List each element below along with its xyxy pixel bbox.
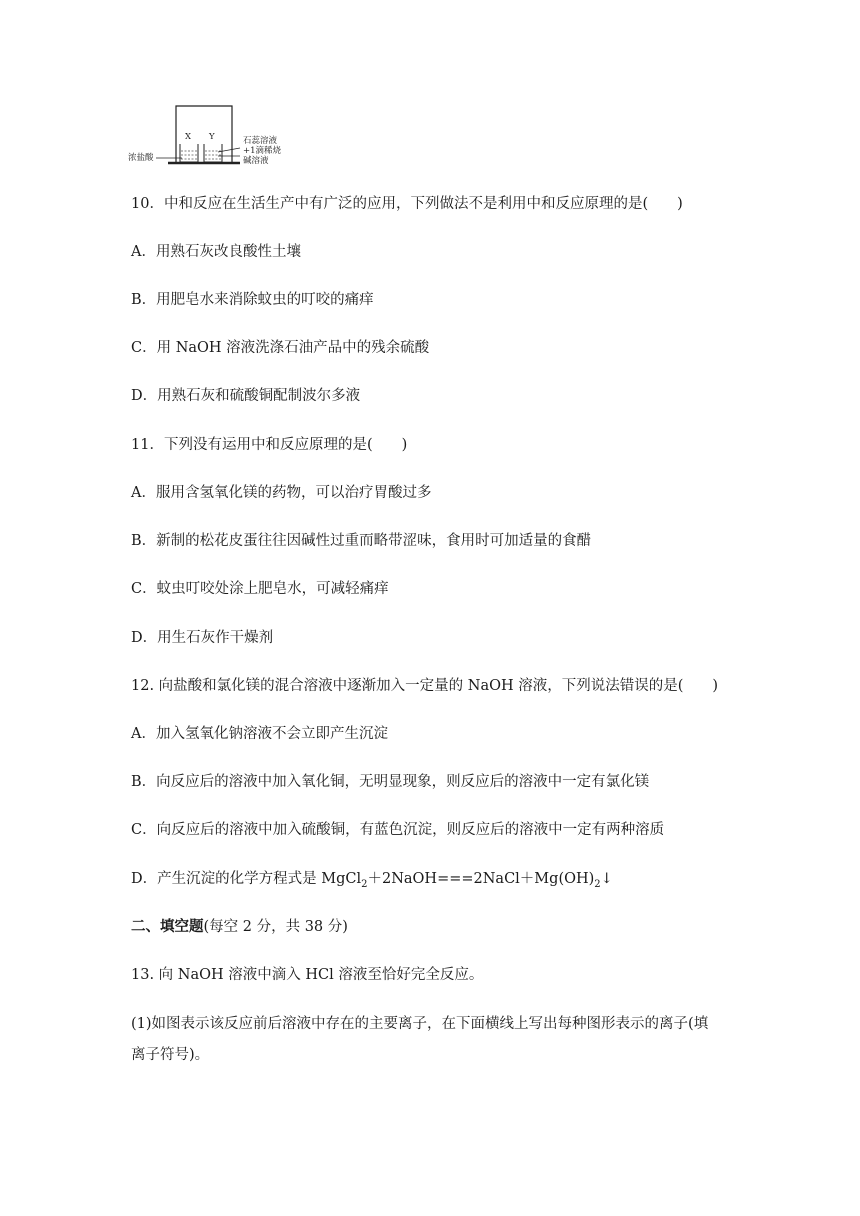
question-11-option-b: B．新制的松花皮蛋往往因碱性过重而略带涩味，食用时可加适量的食醋: [131, 533, 592, 549]
beaker-y-label: Y: [209, 132, 215, 142]
figure-left-label: 浓盐酸: [128, 153, 154, 163]
experiment-figure: [128, 104, 318, 168]
question-10-option-d: D．用熟石灰和硫酸铜配制波尔多液: [131, 388, 361, 404]
question-11-stem: 11．下列没有运用中和反应原理的是( ): [131, 437, 408, 453]
option-d-suffix: ↓: [600, 871, 613, 887]
question-12-stem: 12. 向盐酸和氯化镁的混合溶液中逐渐加入一定量的 NaOH 溶液，下列说法错误的是( ): [131, 678, 719, 694]
question-12-option-d: [131, 869, 613, 895]
figure-right-label-3: 碱溶液: [243, 156, 269, 166]
section-note: (每空 2 分，共 38 分): [203, 919, 348, 935]
question-10-option-b: B．用肥皂水来消除蚊虫的叮咬的痛痒: [131, 292, 374, 308]
question-10-option-a: A．用熟石灰改良酸性土壤: [131, 244, 301, 260]
section-heading: [131, 917, 348, 937]
question-13-part1-line1: (1)如图表示该反应前后溶液中存在的主要离子，在下面横线上写出每种图形表示的离子(填: [131, 1016, 709, 1032]
figure-right-label-2: +1滴稀烧: [243, 146, 282, 156]
option-d-prefix: D．产生沉淀的化学方程式是 MgCl: [131, 871, 362, 887]
question-11-option-a: A．服用含氢氧化镁的药物，可以治疗胃酸过多: [131, 485, 432, 501]
option-d-mid: ＋2NaOH===2NaCl＋Mg(OH): [367, 871, 595, 887]
bell-jar-diagram: [128, 104, 318, 168]
question-11-option-d: D．用生石灰作干燥剂: [131, 630, 274, 646]
subscript-2: 2: [361, 878, 368, 890]
question-13-stem: 13. 向 NaOH 溶液中滴入 HCl 溶液至恰好完全反应。: [131, 967, 484, 983]
question-12-option-b: B．向反应后的溶液中加入氧化铜，无明显现象，则反应后的溶液中一定有氯化镁: [131, 774, 650, 790]
question-10-option-c: C．用 NaOH 溶液洗涤石油产品中的残余硫酸: [131, 340, 430, 356]
section-title: 二、填空题: [131, 918, 204, 935]
question-12-option-a: A．加入氢氧化钠溶液不会立即产生沉淀: [131, 726, 388, 742]
question-12-option-c: C．向反应后的溶液中加入硫酸铜，有蓝色沉淀，则反应后的溶液中一定有两种溶质: [131, 822, 665, 838]
subscript-2: 2: [594, 878, 601, 890]
figure-right-label-1: 石蕊溶液: [243, 136, 278, 146]
question-13-part1-line2: 离子符号)。: [131, 1047, 210, 1063]
question-10-stem: 10．中和反应在生活生产中有广泛的应用，下列做法不是利用中和反应原理的是( ): [131, 196, 683, 212]
beaker-x-label: X: [185, 132, 192, 142]
question-11-option-c: C．蚊虫叮咬处涂上肥皂水，可减轻痛痒: [131, 581, 389, 597]
